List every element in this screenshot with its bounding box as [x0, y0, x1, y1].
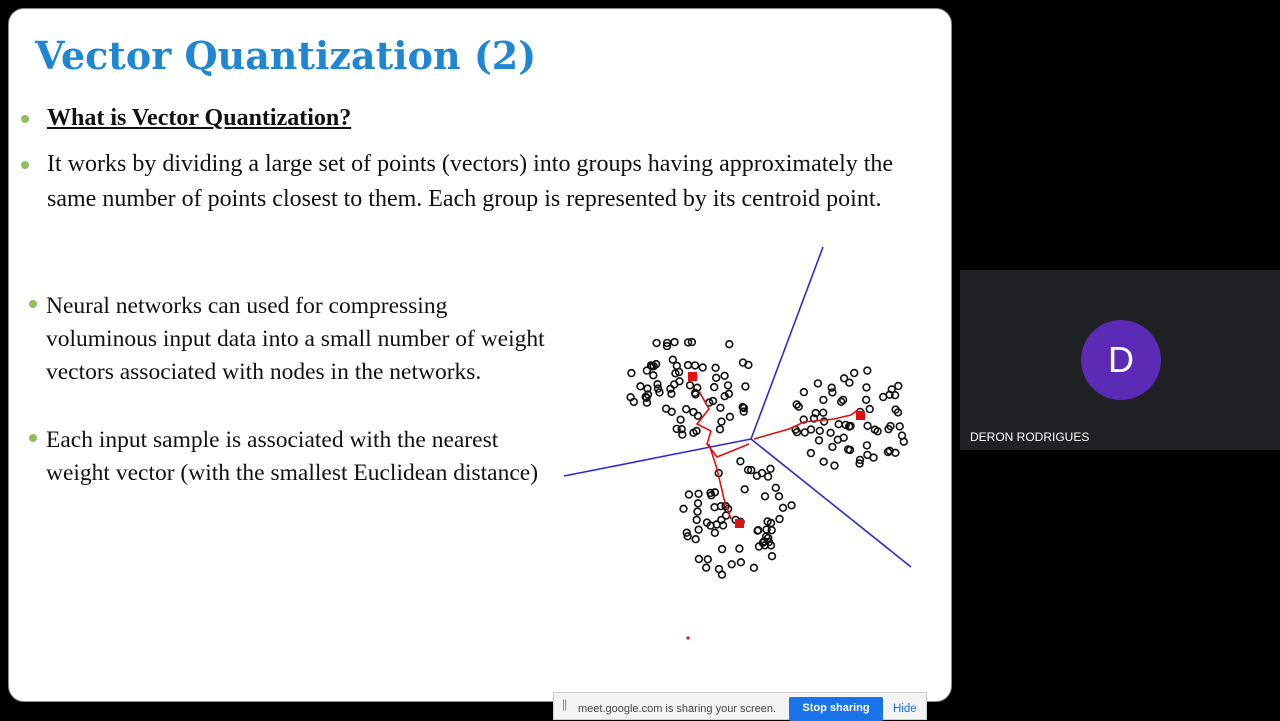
- sample-point: [695, 490, 702, 497]
- sample-point: [677, 416, 684, 423]
- sample-point: [863, 396, 870, 403]
- sample-point: [801, 389, 808, 396]
- sample-point: [816, 427, 823, 434]
- sample-point: [693, 517, 700, 524]
- sample-point: [788, 502, 795, 509]
- sample-point: [820, 397, 827, 404]
- sample-point: [692, 536, 699, 543]
- sample-point: [827, 429, 834, 436]
- bullet-dot-icon: [21, 161, 29, 169]
- sample-point: [653, 340, 660, 347]
- sample-point: [669, 356, 676, 363]
- sample-point: [671, 339, 678, 346]
- sample-point: [780, 504, 787, 511]
- sample-point: [628, 370, 635, 377]
- sample-point: [671, 381, 678, 388]
- sample-point: [870, 454, 877, 461]
- sample-point: [737, 458, 744, 465]
- sample-point: [712, 529, 719, 536]
- sample-point: [687, 382, 694, 389]
- centroid-marker: [735, 519, 744, 528]
- sample-point: [741, 486, 748, 493]
- sample-point: [820, 409, 827, 416]
- sample-point: [695, 412, 702, 419]
- sample-point: [680, 505, 687, 512]
- sample-point: [686, 491, 693, 498]
- sample-point: [776, 516, 783, 523]
- sample-point: [738, 559, 745, 566]
- sample-point: [703, 564, 710, 571]
- sample-point: [895, 383, 902, 390]
- sample-point: [808, 426, 815, 433]
- hide-button[interactable]: Hide: [893, 703, 917, 715]
- sample-point: [690, 409, 697, 416]
- sample-point: [725, 382, 732, 389]
- sample-point: [726, 341, 733, 348]
- bullet-dot-icon: [29, 434, 37, 442]
- sample-point: [863, 384, 870, 391]
- slide-title: Vector Quantization (2): [35, 33, 537, 78]
- sample-point: [695, 526, 702, 533]
- sample-point: [716, 566, 723, 573]
- centroid-marker: [688, 372, 697, 381]
- boundary-line: [751, 247, 823, 439]
- participant-tile[interactable]: [960, 270, 1280, 450]
- bullet-dot-icon: [21, 115, 29, 123]
- sample-point: [668, 408, 675, 415]
- sample-point: [717, 404, 724, 411]
- sample-point: [736, 545, 743, 552]
- sample-point: [896, 423, 903, 430]
- sample-point: [718, 418, 725, 425]
- sample-point: [650, 372, 657, 379]
- sample-point: [851, 370, 858, 377]
- sample-point: [699, 364, 706, 371]
- sample-point: [751, 564, 758, 571]
- share-message: meet.google.com is sharing your screen.: [578, 703, 777, 715]
- bullet-text: Neural networks can used for compressing voluminous input data into a small number of weight vectors associated with nodes in the networks.: [46, 293, 545, 385]
- vector-quantization-diagram: [559, 239, 939, 659]
- sample-point: [835, 421, 842, 428]
- sample-point: [712, 364, 719, 371]
- sample-point: [808, 450, 815, 457]
- sample-point: [846, 379, 853, 386]
- bullet-dot-icon: [29, 300, 37, 308]
- sample-point: [829, 444, 836, 451]
- sample-point: [866, 406, 873, 413]
- sample-point: [727, 413, 734, 420]
- sample-point: [829, 389, 836, 396]
- sample-point: [728, 561, 735, 568]
- sample-point: [864, 422, 871, 429]
- sample-point: [765, 473, 772, 480]
- bullet-text: It works by dividing a large set of points (vectors) into groups having approximately the same number of points closest to them. Each group is represented by its centroid point.: [47, 151, 894, 212]
- sample-point: [767, 465, 774, 472]
- sample-point: [721, 372, 728, 379]
- drag-handle-icon[interactable]: ||: [562, 697, 567, 711]
- boundary-line: [564, 439, 751, 476]
- sample-point: [685, 362, 692, 369]
- centroid-marker: [856, 411, 865, 420]
- sample-point: [742, 383, 749, 390]
- stop-sharing-button[interactable]: Stop sharing: [789, 697, 883, 721]
- sample-point: [711, 384, 718, 391]
- sample-point: [816, 437, 823, 444]
- sample-point: [694, 508, 701, 515]
- sample-point: [864, 442, 871, 449]
- bullet-text: Each input sample is associated with the nearest weight vector (with the smallest Euclidean distance): [46, 427, 539, 486]
- sample-point: [831, 462, 838, 469]
- sample-point: [815, 380, 822, 387]
- sample-point: [683, 406, 690, 413]
- sample-point: [704, 556, 711, 563]
- sample-point: [864, 367, 871, 374]
- sample-point: [762, 493, 769, 500]
- sample-point: [717, 426, 724, 433]
- boundary-line: [751, 439, 911, 567]
- sample-point: [776, 493, 783, 500]
- sample-point: [719, 546, 726, 553]
- sample-point: [692, 362, 699, 369]
- sample-point: [820, 458, 827, 465]
- sample-points: [627, 339, 907, 578]
- screen-share-bar: [553, 692, 927, 720]
- sample-point: [769, 553, 776, 560]
- sample-point: [713, 374, 720, 381]
- sample-point: [637, 383, 644, 390]
- sample-point: [695, 500, 702, 507]
- participant-name: DERON RODRIGUES: [970, 430, 1090, 444]
- avatar: D: [1081, 320, 1161, 400]
- sample-point: [696, 556, 703, 563]
- bullet-heading: What is Vector Quantization?: [47, 105, 352, 131]
- stray-dot: [686, 636, 689, 639]
- slide: [8, 8, 952, 702]
- sample-point: [772, 484, 779, 491]
